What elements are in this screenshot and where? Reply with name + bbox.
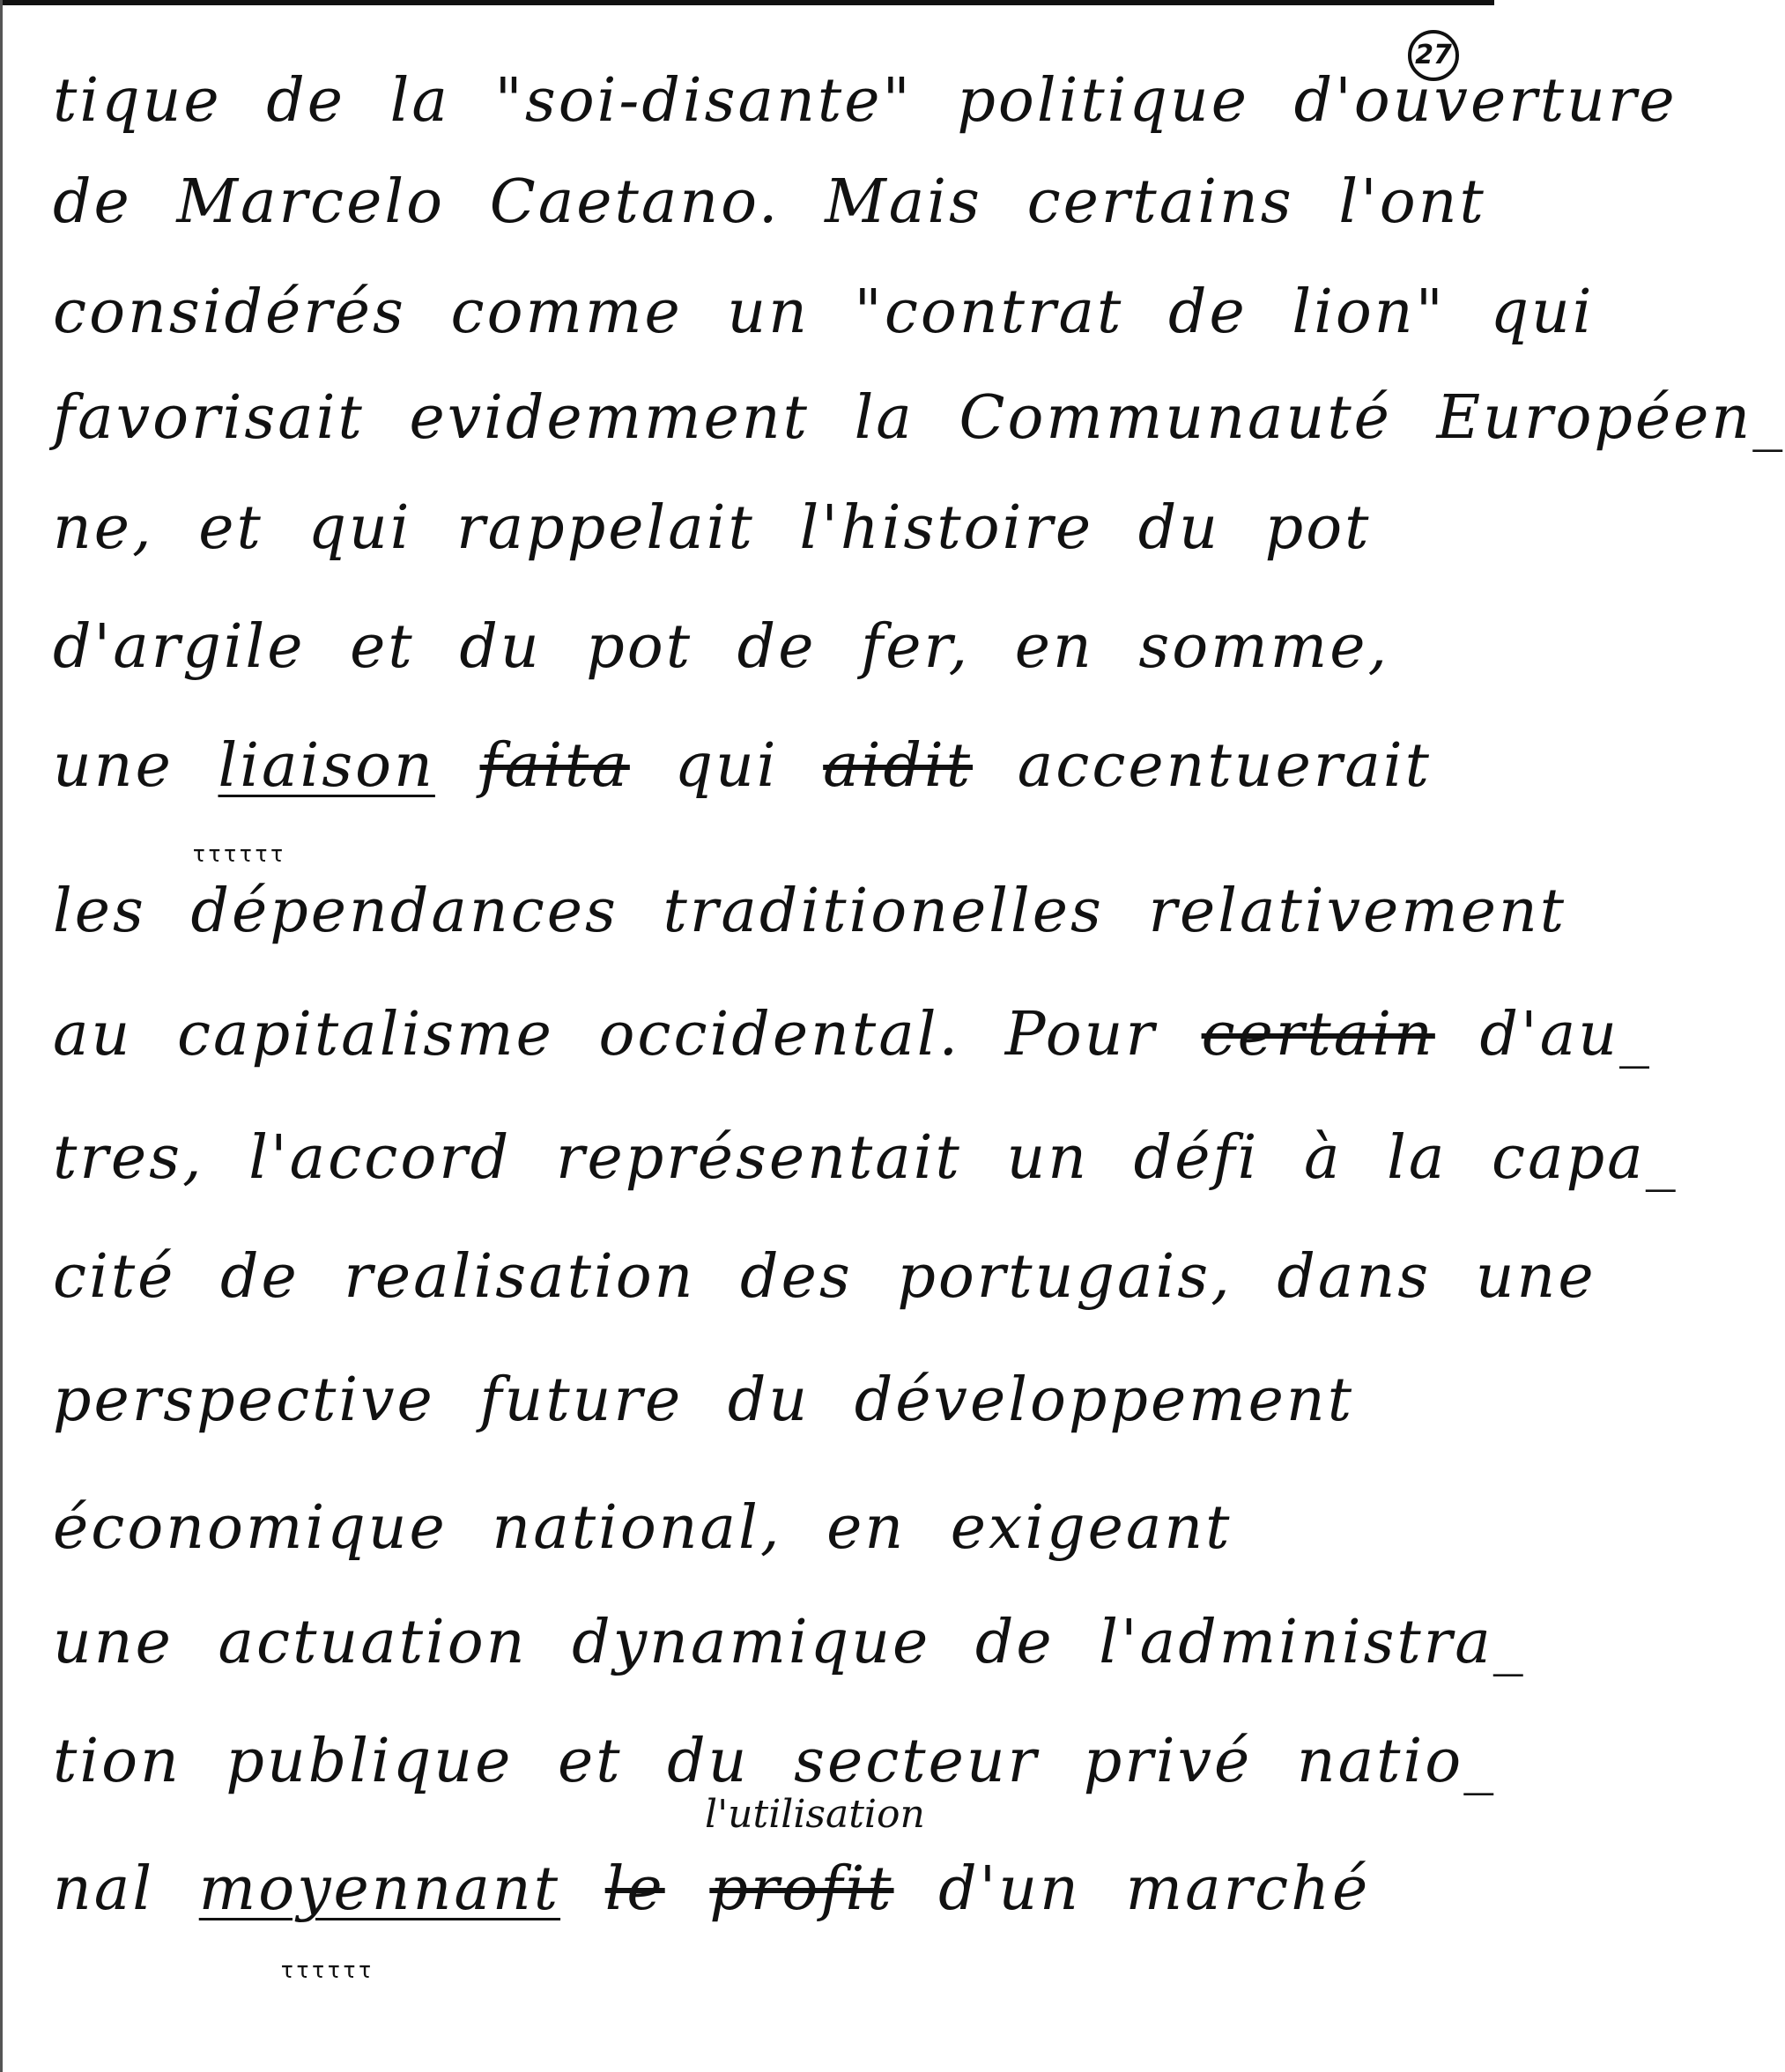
word: accentuerait xyxy=(1017,731,1432,801)
text-line-12: perspective future du développement xyxy=(53,1365,1355,1435)
underlined-word: moyennant xyxy=(198,1854,561,1924)
phrase: au capitalisme occidental. Pour xyxy=(53,1000,1157,1069)
word: nal xyxy=(53,1854,155,1924)
struck-word: aidit xyxy=(823,731,974,801)
struck-word: profit xyxy=(709,1854,894,1924)
scan-border-top xyxy=(0,0,1494,5)
text-line-9 xyxy=(53,987,1653,1084)
text-line-7 xyxy=(53,718,1463,815)
underline-marks: ττττττ xyxy=(192,841,285,868)
phrase: d'un marché xyxy=(938,1854,1371,1924)
text-line-2: de Marcelo Caetano. Mais certains l'ont xyxy=(53,167,1486,237)
word: qui xyxy=(674,731,779,801)
text-line-13: économique national, en exigeant xyxy=(53,1493,1233,1563)
struck-word: le xyxy=(604,1854,665,1924)
word: d'au_ xyxy=(1479,1000,1653,1069)
scan-border-left xyxy=(0,0,3,2072)
underline-marks: ττττττ xyxy=(280,1957,374,1984)
text-line-14: une actuation dynamique de l'administra_ xyxy=(53,1608,1526,1677)
text-line-11: cité de realisation des portugais, dans une xyxy=(53,1242,1596,1312)
text-line-8: les dépendances traditionelles relativement xyxy=(53,877,1567,946)
text-line-16 xyxy=(53,1841,1463,1938)
struck-word: certain xyxy=(1201,1000,1435,1069)
text-line-3: considérés comme un "contrat de lion" qui xyxy=(53,278,1595,347)
underlined-word: liaison xyxy=(218,731,435,801)
word: une xyxy=(53,731,174,801)
text-line-1: tique de la "soi-disante" politique d'ouverture xyxy=(53,66,1678,136)
page-number-circled: 27 xyxy=(1408,30,1459,81)
text-line-6: d'argile et du pot de fer, en somme, xyxy=(53,612,1390,682)
text-line-15: tion publique et du secteur privé natio_ xyxy=(53,1727,1497,1796)
struck-word: faita xyxy=(479,731,630,801)
text-line-10: tres, l'accord représentait un défi à la capa_ xyxy=(53,1123,1678,1193)
text-line-4: favorisait evidemment la Communauté Européen_ xyxy=(53,383,1785,453)
inserted-word-above-line: l'utilisation xyxy=(705,1792,925,1837)
text-line-5: ne, et qui rappelait l'histoire du pot xyxy=(53,493,1372,563)
